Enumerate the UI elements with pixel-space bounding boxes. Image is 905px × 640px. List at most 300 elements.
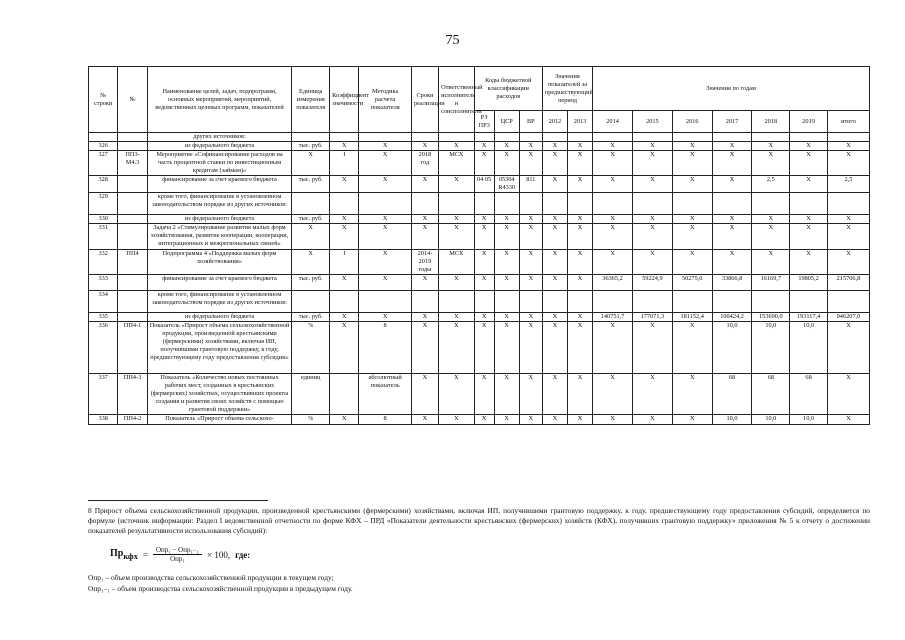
- cell-code: [118, 224, 147, 250]
- cell-unit: %: [292, 415, 330, 425]
- cell-n: 333: [89, 275, 118, 291]
- cell-method: 8: [359, 415, 411, 425]
- cell-csr: X: [494, 275, 519, 291]
- cell-resp: X: [439, 322, 475, 374]
- cell-vr: X: [519, 250, 542, 275]
- cell-y15: X: [632, 374, 672, 415]
- definition-previous: Опр₁₋₁ – объем производства сельскохозяйственной продукции в предыдущем году.: [88, 584, 353, 593]
- cell-y13: X: [567, 151, 592, 176]
- cell-rz: X: [474, 374, 494, 415]
- cell-csr: X: [494, 313, 519, 322]
- formula-where: где:: [235, 549, 251, 560]
- cell-y17: X: [712, 151, 752, 176]
- cell-name: из федерального бюджета: [147, 215, 292, 224]
- cell-coef: [330, 133, 359, 142]
- header-name: Наименование целей, задач, подпрограмм, основных мероприятий, мероприятий, ведомственных целевых программ, показателей: [147, 67, 292, 133]
- formula: [110, 546, 250, 563]
- definition-current: Опр₁ – объем производства сельскохозяйственной продукции в текущем году;: [88, 573, 334, 582]
- cell-tot: X: [827, 250, 869, 275]
- header-rz: РЗ ПР3: [474, 111, 494, 133]
- header-2017: 2017: [712, 111, 752, 133]
- cell-y12: X: [542, 313, 567, 322]
- cell-method: X: [359, 275, 411, 291]
- header-2014: 2014: [593, 111, 633, 133]
- cell-name: кроме того, финансирование в установленном законодательством порядке из других источников:: [147, 291, 292, 313]
- cell-coef: [330, 291, 359, 313]
- cell-term: 2014-2019 годы: [411, 250, 438, 275]
- cell-n: 328: [89, 176, 118, 193]
- cell-name: Показатель «Прирост объема сельскохо-: [147, 415, 292, 425]
- formula-lhs: [110, 548, 138, 561]
- cell-tot: X: [827, 142, 869, 151]
- cell-y16: 181152,4: [672, 313, 712, 322]
- cell-y15: X: [632, 142, 672, 151]
- cell-y12: [542, 193, 567, 215]
- cell-unit: единиц: [292, 374, 330, 415]
- formula-lhs-main: Пр: [110, 548, 124, 559]
- cell-name: из федерального бюджета: [147, 142, 292, 151]
- table-row: [89, 215, 870, 224]
- cell-code: [118, 142, 147, 151]
- cell-term: X: [411, 415, 438, 425]
- cell-y14: X: [593, 250, 633, 275]
- cell-y13: X: [567, 142, 592, 151]
- cell-code: [118, 313, 147, 322]
- cell-csr: 05304 R4330: [494, 176, 519, 193]
- cell-unit: %: [292, 322, 330, 374]
- cell-resp: [439, 291, 475, 313]
- cell-csr: X: [494, 374, 519, 415]
- cell-vr: X: [519, 151, 542, 176]
- cell-y16: [672, 291, 712, 313]
- cell-coef: X: [330, 224, 359, 250]
- table-row: [89, 291, 870, 313]
- cell-y18: X: [752, 224, 790, 250]
- cell-rz: X: [474, 322, 494, 374]
- header-code: №: [118, 67, 147, 133]
- cell-unit: [292, 291, 330, 313]
- cell-y16: X: [672, 151, 712, 176]
- header-row-no: № строки: [89, 67, 118, 133]
- cell-y15: X: [632, 176, 672, 193]
- cell-y16: X: [672, 250, 712, 275]
- header-2013: 2013: [567, 111, 592, 133]
- cell-csr: [494, 291, 519, 313]
- cell-y19: X: [790, 142, 828, 151]
- formula-denominator: Опр₁: [170, 555, 185, 563]
- cell-n: 332: [89, 250, 118, 275]
- header-2016: 2016: [672, 111, 712, 133]
- cell-y18: X: [752, 250, 790, 275]
- cell-n: 329: [89, 193, 118, 215]
- cell-y16: X: [672, 176, 712, 193]
- table-row: [89, 133, 870, 142]
- cell-name: финансирование за счет краевого бюджета: [147, 275, 292, 291]
- cell-y18: 10,0: [752, 415, 790, 425]
- cell-name: других источников:: [147, 133, 292, 142]
- cell-csr: X: [494, 322, 519, 374]
- cell-y17: X: [712, 224, 752, 250]
- cell-y12: [542, 291, 567, 313]
- cell-csr: X: [494, 224, 519, 250]
- header-csr: ЦСР: [494, 111, 519, 133]
- cell-y14: [593, 133, 633, 142]
- cell-y18: X: [752, 142, 790, 151]
- cell-y19: [790, 133, 828, 142]
- cell-coef: X: [330, 142, 359, 151]
- cell-y19: X: [790, 151, 828, 176]
- cell-unit: [292, 133, 330, 142]
- cell-coef: X: [330, 275, 359, 291]
- cell-tot: [827, 193, 869, 215]
- cell-rz: [474, 133, 494, 142]
- cell-unit: [292, 193, 330, 215]
- cell-y17: [712, 133, 752, 142]
- cell-term: X: [411, 313, 438, 322]
- cell-term: X: [411, 224, 438, 250]
- cell-y16: X: [672, 415, 712, 425]
- cell-unit: X: [292, 151, 330, 176]
- cell-tot: 946207,0: [827, 313, 869, 322]
- cell-y15: 177071,3: [632, 313, 672, 322]
- cell-y17: X: [712, 176, 752, 193]
- cell-coef: X: [330, 322, 359, 374]
- cell-code: ПП4-1: [118, 322, 147, 374]
- cell-code: [118, 275, 147, 291]
- cell-y17: 10,0: [712, 322, 752, 374]
- header-2015: 2015: [632, 111, 672, 133]
- header-unit: Единица измерения показателя: [292, 67, 330, 133]
- cell-method: X: [359, 224, 411, 250]
- cell-y16: X: [672, 224, 712, 250]
- cell-y17: X: [712, 142, 752, 151]
- cell-y12: X: [542, 142, 567, 151]
- cell-csr: [494, 193, 519, 215]
- cell-coef: I: [330, 250, 359, 275]
- cell-name: из федерального бюджета: [147, 313, 292, 322]
- cell-y18: [752, 291, 790, 313]
- formula-lhs-sub: кфх: [123, 552, 138, 561]
- cell-n: 331: [89, 224, 118, 250]
- cell-y19: X: [790, 176, 828, 193]
- cell-method: [359, 193, 411, 215]
- cell-code: ПП3-М4.3: [118, 151, 147, 176]
- cell-y13: X: [567, 313, 592, 322]
- cell-y13: X: [567, 250, 592, 275]
- cell-unit: X: [292, 250, 330, 275]
- cell-rz: X: [474, 415, 494, 425]
- cell-unit: тыс. руб.: [292, 176, 330, 193]
- cell-y15: X: [632, 250, 672, 275]
- cell-tot: X: [827, 322, 869, 374]
- cell-vr: X: [519, 215, 542, 224]
- cell-y17: 100424,2: [712, 313, 752, 322]
- cell-rz: X: [474, 250, 494, 275]
- formula-fraction: [153, 546, 202, 563]
- cell-y15: X: [632, 415, 672, 425]
- cell-unit: тыс. руб.: [292, 215, 330, 224]
- cell-name: кроме того, финансирование в установленном законодательством порядке из других источников:: [147, 193, 292, 215]
- cell-n: 327: [89, 151, 118, 176]
- header-term: Сроки реализации: [411, 67, 438, 133]
- cell-resp: [439, 193, 475, 215]
- cell-coef: X: [330, 415, 359, 425]
- cell-y13: X: [567, 275, 592, 291]
- cell-y19: X: [790, 215, 828, 224]
- cell-y14: X: [593, 151, 633, 176]
- cell-y18: [752, 193, 790, 215]
- cell-vr: [519, 291, 542, 313]
- table-row: [89, 313, 870, 322]
- table-row: [89, 142, 870, 151]
- cell-term: [411, 291, 438, 313]
- cell-code: [118, 133, 147, 142]
- cell-y13: [567, 291, 592, 313]
- cell-csr: X: [494, 415, 519, 425]
- cell-y14: X: [593, 142, 633, 151]
- cell-vr: X: [519, 142, 542, 151]
- cell-y17: [712, 193, 752, 215]
- cell-y12: X: [542, 224, 567, 250]
- table-row: [89, 322, 870, 374]
- cell-tot: X: [827, 415, 869, 425]
- cell-n: 330: [89, 215, 118, 224]
- cell-rz: X: [474, 142, 494, 151]
- cell-y15: X: [632, 215, 672, 224]
- cell-unit: тыс. руб.: [292, 142, 330, 151]
- cell-y13: [567, 133, 592, 142]
- cell-code: [118, 291, 147, 313]
- table-body: [89, 133, 870, 425]
- cell-term: X: [411, 176, 438, 193]
- cell-term: X: [411, 322, 438, 374]
- cell-name: финансирование за счет краевого бюджета: [147, 176, 292, 193]
- cell-tot: [827, 291, 869, 313]
- cell-resp: X: [439, 176, 475, 193]
- cell-tot: [827, 133, 869, 142]
- header-total: итого: [827, 111, 869, 133]
- cell-coef: X: [330, 313, 359, 322]
- cell-y17: 33866,8: [712, 275, 752, 291]
- table-row: [89, 151, 870, 176]
- cell-tot: X: [827, 224, 869, 250]
- cell-method: X: [359, 176, 411, 193]
- cell-y17: 68: [712, 374, 752, 415]
- cell-csr: X: [494, 142, 519, 151]
- cell-y14: X: [593, 374, 633, 415]
- cell-resp: МСХ: [439, 250, 475, 275]
- cell-rz: X: [474, 151, 494, 176]
- cell-y12: X: [542, 415, 567, 425]
- cell-csr: X: [494, 250, 519, 275]
- cell-y16: [672, 193, 712, 215]
- cell-y14: X: [593, 322, 633, 374]
- cell-y19: 10,0: [790, 322, 828, 374]
- cell-y15: X: [632, 322, 672, 374]
- cell-y19: X: [790, 224, 828, 250]
- table-row: [89, 250, 870, 275]
- cell-y15: [632, 133, 672, 142]
- cell-unit: тыс. руб.: [292, 275, 330, 291]
- cell-method: X: [359, 142, 411, 151]
- cell-resp: [439, 133, 475, 142]
- cell-y18: 68: [752, 374, 790, 415]
- cell-code: [118, 176, 147, 193]
- cell-y19: 19805,2: [790, 275, 828, 291]
- cell-y19: [790, 291, 828, 313]
- cell-rz: X: [474, 275, 494, 291]
- cell-tot: X: [827, 374, 869, 415]
- cell-method: X: [359, 250, 411, 275]
- cell-y17: X: [712, 215, 752, 224]
- cell-resp: X: [439, 215, 475, 224]
- cell-resp: X: [439, 275, 475, 291]
- header-vr: ВР: [519, 111, 542, 133]
- cell-coef: X: [330, 176, 359, 193]
- table-row: [89, 415, 870, 425]
- cell-vr: [519, 193, 542, 215]
- cell-n: 335: [89, 313, 118, 322]
- cell-rz: X: [474, 224, 494, 250]
- cell-y14: [593, 291, 633, 313]
- cell-y14: X: [593, 176, 633, 193]
- cell-y18: 10,0: [752, 322, 790, 374]
- cell-unit: X: [292, 224, 330, 250]
- cell-vr: X: [519, 322, 542, 374]
- cell-method: 8: [359, 322, 411, 374]
- cell-y17: 10,0: [712, 415, 752, 425]
- cell-coef: [330, 374, 359, 415]
- table-row: [89, 224, 870, 250]
- cell-tot: X: [827, 215, 869, 224]
- cell-method: [359, 291, 411, 313]
- cell-rz: [474, 193, 494, 215]
- table-row: [89, 275, 870, 291]
- cell-code: ПП4-3: [118, 374, 147, 415]
- cell-method: X: [359, 313, 411, 322]
- indicators-table: [88, 66, 870, 425]
- formula-equals: =: [142, 549, 148, 560]
- cell-rz: [474, 291, 494, 313]
- cell-n: 334: [89, 291, 118, 313]
- cell-y15: [632, 291, 672, 313]
- cell-y12: X: [542, 151, 567, 176]
- cell-name: Показатель «Количество новых постоянных рабочих мест, созданных в крестьянских (фермерских) хозяйствах, осуществивших проекты создания и развития своих хозяйств с помощью грантовой поддержки»: [147, 374, 292, 415]
- cell-vr: X: [519, 415, 542, 425]
- header-resp: Ответственный исполнитель и соисполнители: [439, 67, 475, 133]
- cell-y12: X: [542, 374, 567, 415]
- cell-resp: X: [439, 224, 475, 250]
- cell-y15: X: [632, 151, 672, 176]
- cell-csr: [494, 133, 519, 142]
- cell-resp: МСХ: [439, 151, 475, 176]
- cell-term: 2018 год: [411, 151, 438, 176]
- cell-y12: X: [542, 250, 567, 275]
- cell-y13: X: [567, 224, 592, 250]
- cell-rz: X: [474, 313, 494, 322]
- cell-y13: [567, 193, 592, 215]
- cell-resp: X: [439, 313, 475, 322]
- cell-y14: [593, 193, 633, 215]
- cell-n: 338: [89, 415, 118, 425]
- cell-tot: 2,5: [827, 176, 869, 193]
- header-pre-values: Значения показателей за предшествующий период: [542, 67, 592, 111]
- cell-y18: X: [752, 215, 790, 224]
- cell-term: X: [411, 374, 438, 415]
- cell-name: Задача 2 «Стимулирование развития малых форм хозяйствования, развитие кооперации, кооперации, интеграционных и межрегиональных связей»: [147, 224, 292, 250]
- cell-n: 337: [89, 374, 118, 415]
- cell-vr: X: [519, 313, 542, 322]
- cell-y13: X: [567, 415, 592, 425]
- cell-n: 326: [89, 142, 118, 151]
- cell-y12: X: [542, 275, 567, 291]
- cell-n: [89, 133, 118, 142]
- header-budget-codes: Коды бюджетной классификации расходов: [474, 67, 542, 111]
- cell-method: X: [359, 151, 411, 176]
- cell-rz: X: [474, 215, 494, 224]
- cell-y16: X: [672, 142, 712, 151]
- cell-y14: 36365,2: [593, 275, 633, 291]
- page-number: 75: [445, 33, 460, 48]
- header-by-years: Значения по годам: [593, 67, 870, 111]
- footnote-divider: [88, 500, 268, 501]
- cell-coef: [330, 193, 359, 215]
- cell-y13: X: [567, 176, 592, 193]
- cell-term: X: [411, 142, 438, 151]
- cell-code: [118, 215, 147, 224]
- cell-y18: 153690,0: [752, 313, 790, 322]
- cell-y14: 140751,7: [593, 313, 633, 322]
- cell-name: Показатель «Прирост объема сельскохозяйственной продукции, произведенной крестьянскими (фермерскими) хозяйствами, включая ИП, получившими грантовую поддержку, к году, предшествующему году предоставления субсидии»: [147, 322, 292, 374]
- cell-y15: 59224,9: [632, 275, 672, 291]
- cell-y17: [712, 291, 752, 313]
- cell-method: абсолютный показатель: [359, 374, 411, 415]
- cell-rz: 04 05: [474, 176, 494, 193]
- cell-term: X: [411, 215, 438, 224]
- cell-y15: [632, 193, 672, 215]
- cell-resp: X: [439, 415, 475, 425]
- cell-y19: 10,0: [790, 415, 828, 425]
- formula-numerator: Опр₁ − Опр₁₋₁: [153, 546, 202, 555]
- cell-n: 336: [89, 322, 118, 374]
- cell-unit: тыс. руб.: [292, 313, 330, 322]
- header-method: Методика расчета показателя: [359, 67, 411, 133]
- cell-y16: [672, 133, 712, 142]
- cell-y13: X: [567, 374, 592, 415]
- cell-method: X: [359, 215, 411, 224]
- cell-vr: X: [519, 275, 542, 291]
- cell-method: [359, 133, 411, 142]
- formula-rhs: × 100,: [207, 549, 231, 560]
- cell-csr: X: [494, 151, 519, 176]
- cell-vr: X: [519, 374, 542, 415]
- cell-resp: X: [439, 142, 475, 151]
- cell-y15: X: [632, 224, 672, 250]
- cell-term: X: [411, 275, 438, 291]
- cell-y18: 16169,7: [752, 275, 790, 291]
- table-row: [89, 176, 870, 193]
- cell-y14: X: [593, 415, 633, 425]
- cell-resp: X: [439, 374, 475, 415]
- cell-vr: 811: [519, 176, 542, 193]
- cell-y14: X: [593, 215, 633, 224]
- cell-coef: I: [330, 151, 359, 176]
- cell-vr: X: [519, 224, 542, 250]
- cell-y19: 193117,4: [790, 313, 828, 322]
- header-2019: 2019: [790, 111, 828, 133]
- cell-y12: X: [542, 176, 567, 193]
- cell-tot: 215706,8: [827, 275, 869, 291]
